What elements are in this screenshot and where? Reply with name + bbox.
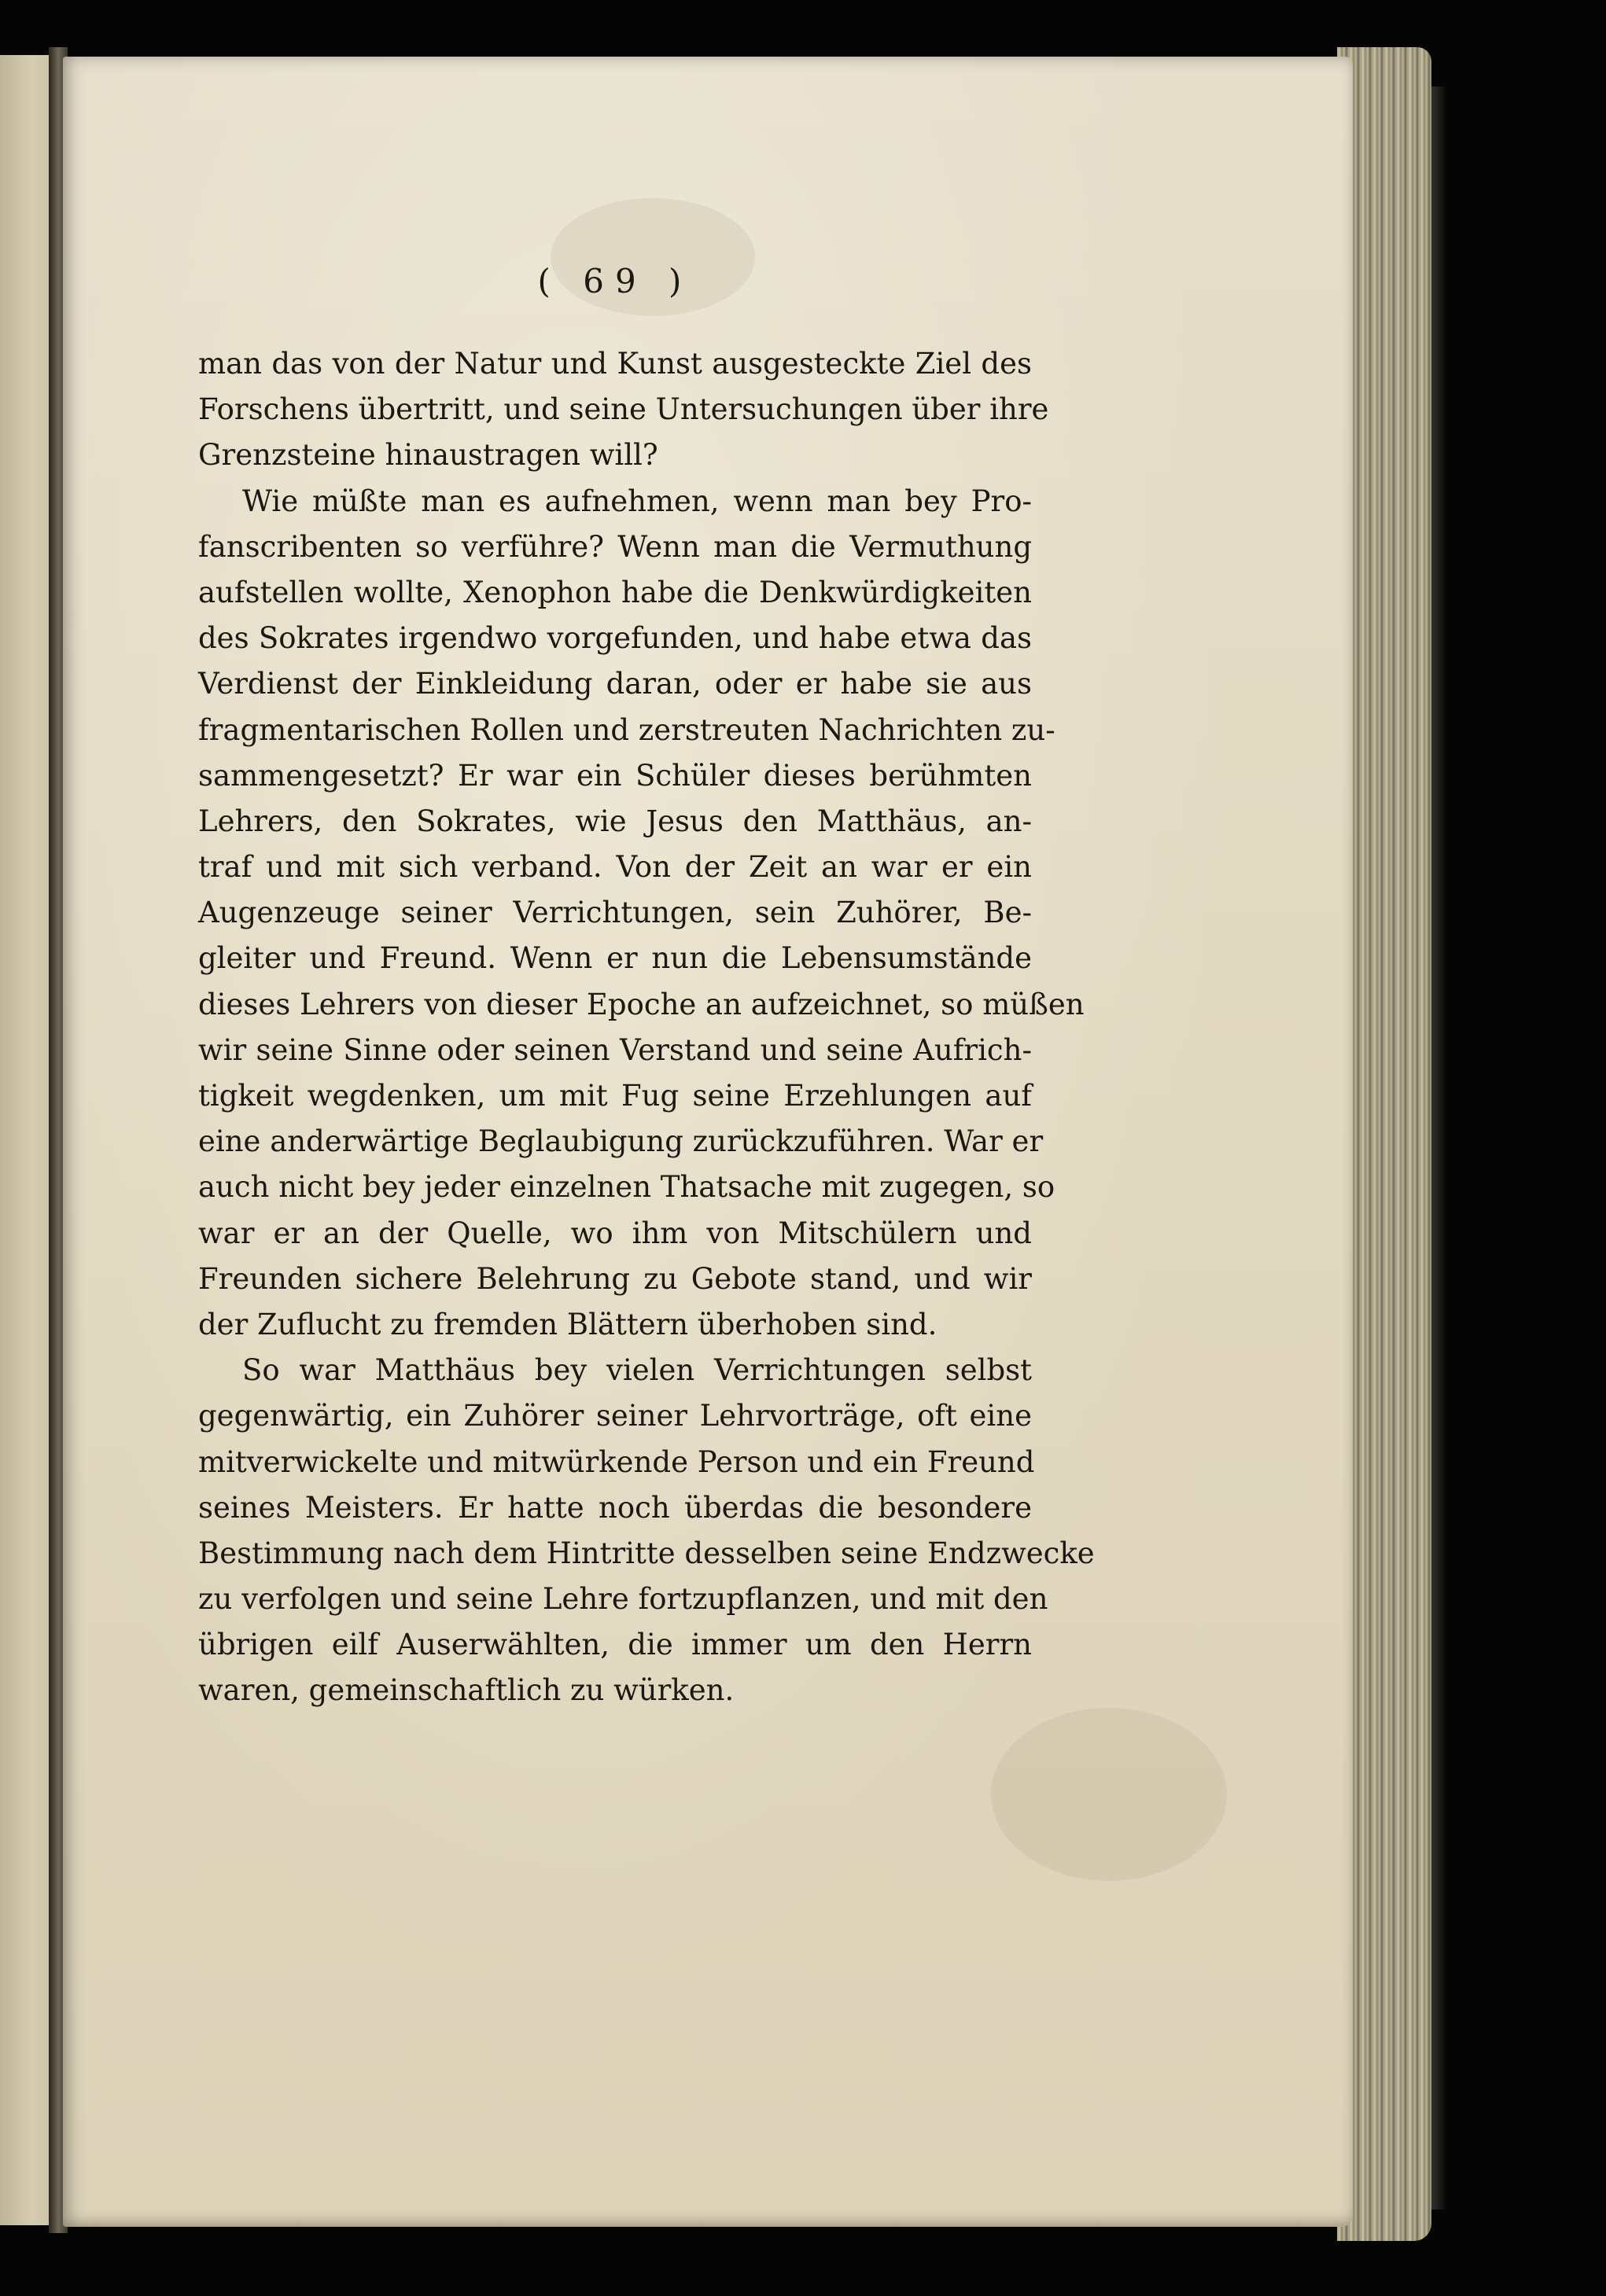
paragraph-start-line: So war Matthäus bey vielen Verrichtungen selbst [242, 1353, 1032, 1388]
text-line: Freunden sichere Belehrung zu Gebote stand, und wir [198, 1261, 1032, 1296]
text-line: man das von der Natur und Kunst ausgesteckte Ziel des [198, 347, 1032, 381]
text-line: der Zuflucht zu fremden Blättern überhoben sind. [198, 1307, 937, 1341]
text-line: dieses Lehrers von dieser Epoche an aufzeichnet, so müßen [198, 987, 1085, 1021]
text-line: zu verfolgen und seine Lehre fortzupflanzen, und mit den [198, 1582, 1048, 1617]
text-line: des Sokrates irgendwo vorgefunden, und habe etwa das [198, 621, 1032, 656]
text-line: übrigen eilf Auserwählten, die immer um den Herrn [198, 1628, 1032, 1662]
text-line: seines Meisters. Er hatte noch überdas die besondere [198, 1490, 1032, 1525]
text-line: Bestimmung nach dem Hintritte desselben seine Endzwecke [198, 1536, 1095, 1570]
text-line: gegenwärtig, ein Zuhörer seiner Lehrvorträge, oft eine [198, 1399, 1032, 1433]
text-line: eine anderwärtige Beglaubigung zurückzuführen. War er [198, 1124, 1044, 1159]
text-line: wir seine Sinne oder seinen Verstand und seine Aufrich- [198, 1032, 1032, 1067]
page-number: ( 69 ) [537, 262, 693, 300]
text-line: Grenzsteine hinaustragen will? [198, 438, 658, 473]
text-line: waren, gemeinschaftlich zu würken. [198, 1673, 735, 1708]
text-line: Augenzeuge seiner Verrichtungen, sein Zuhörer, Be- [198, 896, 1032, 930]
text-line: Forschens übertritt, und seine Untersuchungen über ihre [198, 392, 1049, 427]
text-line: fanscribenten so verführe? Wenn man die Vermuthung [198, 529, 1032, 564]
text-line: auch nicht bey jeder einzelnen Thatsache mit zugegen, so [198, 1170, 1055, 1205]
text-line: war er an der Quelle, wo ihm von Mitschülern und [198, 1216, 1032, 1250]
page-text [198, 259, 1095, 1714]
paragraph-start-line: Wie müßte man es aufnehmen, wenn man bey Pro- [242, 484, 1032, 518]
paper-stain [991, 1708, 1227, 1881]
text-line: gleiter und Freund. Wenn er nun die Lebensumstände [198, 941, 1032, 976]
text-line: Lehrers, den Sokrates, wie Jesus den Matthäus, an- [198, 804, 1032, 838]
text-line: aufstellen wollte, Xenophon habe die Denkwürdigkeiten [198, 575, 1032, 609]
text-line: sammengesetzt? Er war ein Schüler dieses berühmten [198, 758, 1032, 793]
text-line: mitverwickelte und mitwürkende Person und ein Freund [198, 1444, 1035, 1479]
text-line: Verdienst der Einkleidung daran, oder er habe sie aus [198, 667, 1032, 701]
text-line: tigkeit wegdenken, um mit Fug seine Erzehlungen auf [198, 1079, 1032, 1113]
text-line: fragmentarischen Rollen und zerstreuten Nachrichten zu- [198, 712, 1055, 747]
text-line: traf und mit sich verband. Von der Zeit an war er ein [198, 850, 1032, 885]
